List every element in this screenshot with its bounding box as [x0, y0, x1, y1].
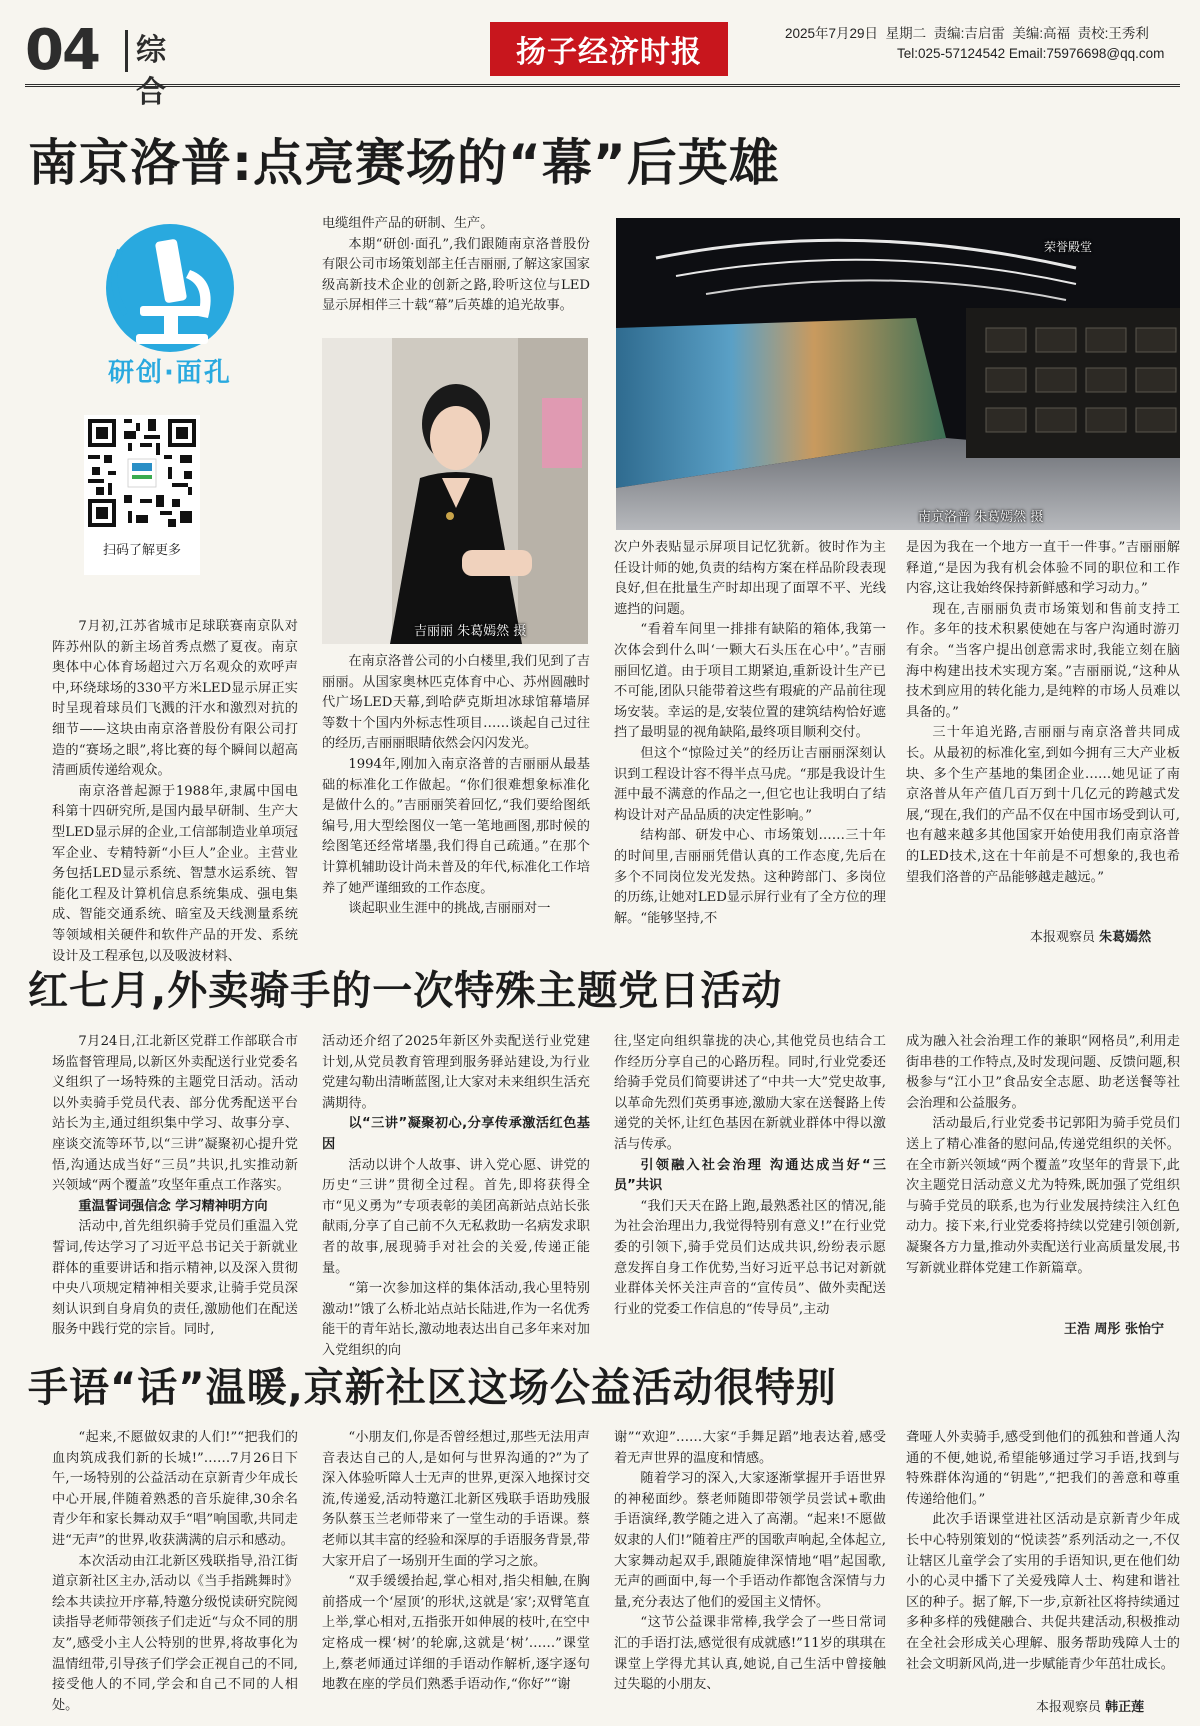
article3-headline: 手语“话”温暖,京新社区这场公益活动很特别	[28, 1365, 837, 1411]
paragraph: 成为融入社会治理工作的兼职“网格员”,利用走街串巷的工作特点,及时发现问题、反馈问题,积极参与“江小卫”食品安全志愿、助老送餐等社会治理和公益服务。	[906, 1034, 1180, 1111]
paragraph: 三十年追光路,吉丽丽与南京洛普共同成长。从最初的标准化室,到如今拥有三大产业板块、多个生产基地的集团企业……她见证了南京洛普从年产值几百万到十几亿元的跨越式发展,“现在,我们的产品不仅在中国市场受到认可,也有越来越多其他国家开始使用我们南京洛普的LED技术,这在十年前是不可想象的,我也希望我们洛普的产品能够越走越远。”	[906, 725, 1180, 885]
issue-meta	[785, 24, 1185, 64]
subheading: 以“三讲”凝聚初心,分享传承激活红色基因	[322, 1116, 590, 1152]
masthead-rule	[25, 84, 1180, 87]
article1-col2-top	[322, 214, 590, 332]
paragraph: “第一次参加这样的集体活动,我心里特别激动!”饿了么桥北站点站长陆进,作为一名优秀能干的青年站长,激动地表达出自己多年来对加入党组织的向	[322, 1281, 590, 1358]
paragraph: “双手缓缓抬起,掌心相对,指尖相触,在胸前搭成一个‘屋顶’的形状,这就是‘家’;双臂笔直上举,掌心相对,五指张开如伸展的枝叶,在空中定格成一棵‘树’的轮廓,这就是‘树’……”课堂上,蔡老师通过详细的手语动作解析,逐字逐句地教在座的学员们熟悉手语动作,“你好”“谢	[322, 1574, 590, 1693]
paragraph: 本期“研创·面孔”,我们跟随南京洛普股份有限公司市场策划部主任吉丽丽,了解这家国家级高新技术企业的创新之路,聆听这位与LED显示屏相伴三十载“幕”后英雄的追光故事。	[322, 236, 590, 314]
article1-byline	[1030, 926, 1151, 945]
byline-name: 朱葛嫣然	[1099, 930, 1152, 945]
qr-block	[84, 415, 200, 575]
article1-col2-bottom	[322, 652, 590, 944]
paragraph: 电缆组件产品的研制、生产。	[322, 216, 494, 231]
issue-weekday: 星期二	[885, 26, 927, 41]
newspaper-logo: 扬子经济时报	[490, 22, 728, 76]
paragraph: “看着车间里一排排有缺陷的箱体,我第一次体会到什么叫‘一颗大石头压在心中’。”吉丽丽回忆道。由于项目工期紧迫,重新设计生产已不可能,团队只能带着这些有瑕疵的产品前往现场安装。幸运的是,安装位置的建筑结构恰好遮挡了最明显的视角缺陷,最终项目顺利交付。	[614, 622, 886, 741]
paragraph: 谢”“欢迎”……大家“手舞足蹈”地表达着,感受着无声世界的温度和情感。	[614, 1430, 886, 1466]
section-name: 综合	[125, 30, 185, 72]
portrait-photo	[322, 338, 588, 644]
art-editor: 美编:高福	[1012, 26, 1071, 41]
article3-col2	[322, 1428, 590, 1718]
qr-code-icon[interactable]	[84, 415, 200, 531]
paragraph: 随着学习的深入,大家逐渐掌握开手语世界的神秘面纱。蔡老师随即带领学员尝试+歌曲手语演绎,教学随之进入了高潮。“起来!不愿做奴隶的人们!”随着庄严的国歌声响起,全体起立,大家舞动起双手,跟随旋律深情地“唱”起国歌,无声的画面中,每一个手语动作都饱含深情与力量,充分表达了他们的爱国主义情怀。	[614, 1471, 886, 1610]
paragraph: 活动中,首先组织骑手党员们重温入党誓词,传达学习了习近平总书记关于新就业群体的重要讲话和指示精神,以及深入贯彻中央八项规定精神相关要求,让骑手党员深刻认识到自身肩负的责任,激励他们在配送服务中践行党的宗旨。同时,	[52, 1219, 298, 1338]
subheading: 引领融入社会治理 沟通达成当好“三员”共识	[614, 1157, 886, 1194]
paragraph: 1994年,刚加入南京洛普的吉丽丽从最基础的标准化工作做起。“你们很难想象标准化是做什么的。”吉丽丽笑着回忆,“我们要给图纸编号,用大型绘图仪一笔一笔地画图,那时候的绘图笔还经常堵墨,我们得自己疏通。”在那个计算机辅助设计尚未普及的年代,标准化工作培养了她严谨细致的工作态度。	[322, 756, 590, 896]
article1-col1	[52, 617, 298, 964]
paragraph: 活动以讲个人故事、讲入党心愿、讲党的历史“三讲”贯彻全过程。首先,即将获得全市“见义勇为”专项表彰的美团高新站点站长张献雨,分享了自己前不久无私救助一名病发求职者的故事,展现骑手对社会的关爱,传递正能量。	[322, 1157, 590, 1276]
article2-col3	[614, 1032, 886, 1340]
qr-caption: 扫码了解更多	[102, 543, 181, 558]
article2-col4	[906, 1032, 1180, 1314]
paragraph: 次户外表贴显示屏项目记忆犹新。彼时作为主任设计师的她,负责的结构方案在样品阶段表现良好,但在批量生产时却出现了面罩不平、光线遮挡的问题。	[614, 540, 886, 617]
paragraph: 此次手语课堂进社区活动是京新青少年成长中心特别策划的“悦读荟”系列活动之一,不仅让辖区儿童学会了实用的手语知识,更在他们幼小的心灵中播下了关爱残障人士、构建和谐社区的种子。据了解,下一步,京新社区将持续通过多种多样的残健融合、共促共建活动,积极推动在全社会形成关心理解、服务帮助残障人士的社会文明新风尚,进一步赋能青少年茁壮成长。	[906, 1512, 1180, 1672]
exhibition-hall-photo	[616, 218, 1180, 530]
article2-headline: 红七月,外卖骑手的一次特殊主题党日活动	[28, 968, 783, 1014]
article3-byline	[1036, 1696, 1144, 1715]
proofreader: 责校:王秀利	[1077, 26, 1149, 41]
rubric-label: 研创·面孔	[108, 358, 232, 388]
page-number: 04	[25, 18, 99, 83]
paragraph: 在南京洛普公司的小白楼里,我们见到了吉丽丽。从国家奥林匹克体育中心、苏州圆融时代广场LED天幕,到哈萨克斯坦冰球馆幕墙屏等数十个国内外标志性项目……谈起自己过往的经历,吉丽丽眼睛依然会闪闪发光。	[322, 654, 590, 752]
paragraph: 活动最后,行业党委书记郭阳为骑手党员们送上了精心准备的慰问品,传递党组织的关怀。在全市新兴领域“两个覆盖”攻坚年的背景下,此次主题党日活动意义尤为特殊,既加强了党组织与骑手党员的联系,也为行业发展持续注入红色动力。接下来,行业党委将持续以党建引领创新,凝聚各方力量,推动外卖配送行业高质量发展,书写新就业群体党建工作新篇章。	[906, 1116, 1180, 1276]
paragraph: 本次活动由江北新区残联指导,沿江街道京新社区主办,活动以《当手指跳舞时》绘本共读拉开序幕,特邀分级悦读研究院阅读指导老师带领孩子们走近“与众不同的朋友”,感受小主人公特别的世界,将故事化为温情纽带,引导孩子们学会正视自己的不同,接受他人的不同,学会和自己不同的人相处。	[52, 1553, 298, 1713]
portrait-illustration	[322, 338, 588, 644]
article3-col3	[614, 1428, 886, 1718]
paragraph: 7月初,江苏省城市足球联赛南京队对阵苏州队的新主场首秀点燃了夏夜。南京奥体中心体育场超过六万名观众的欢呼声中,环绕球场的330平方米LED显示屏正实时呈现着球员们飞溅的汗水和激烈对抗的细节——这块由南京洛普股份有限公司打造的“赛场之眼”,将比赛的每个瞬间以超高清画质传递给观众。	[52, 619, 298, 779]
paragraph: 往,坚定向组织靠拢的决心,其他党员也结合工作经历分享自己的心路历程。同时,行业党委还给骑手党员们简要讲述了“中共一大”党史故事,以革命先烈们英勇事迹,激励大家在送餐路上传递党的关怀,让红色基因在新就业群体中得以激活与传承。	[614, 1034, 886, 1152]
article2-byline: 王浩 周彤 张怡宁	[1064, 1322, 1165, 1337]
paragraph: 谈起职业生涯中的挑战,吉丽丽对一	[348, 901, 551, 917]
paragraph: 南京洛普起源于1988年,隶属中国电科第十四研究所,是国内最早研制、生产大型LED显示屏的企业,工信部制造业单项冠军企业、专精特新“小巨人”企业。主营业务包括LED显示系统、智慧水运系统、智能化工程及计算机信息系统集成、强电集成、智能交通系统、暗室及天线测量系统等领域相关硬件和软件产品的开发、系统设计及工程承包,以及吸波材料、	[52, 783, 298, 964]
paragraph: “这节公益课非常棒,我学会了一些日常词汇的手语打法,感觉很有成就感!”11岁的琪琪在课堂上学得尤其认真,她说,自己生活中曾接触过失聪的小朋友、	[614, 1615, 886, 1693]
byline-prefix: 本报观察员	[1036, 1700, 1102, 1715]
paragraph: 聋哑人外卖骑手,感受到他们的孤独和普通人沟通的不便,她说,希望能够通过学习手语,找到与特殊群体沟通的“钥匙”,“把我们的善意和尊重传递给他们。”	[906, 1430, 1180, 1507]
byline-name: 韩正莲	[1105, 1700, 1145, 1715]
byline-prefix: 本报观察员	[1030, 930, 1096, 945]
paragraph: “起来,不愿做奴隶的人们!”“把我们的血肉筑成我们新的长城!”……7月26日下午,一场特别的公益活动在京新青少年成长中心开展,伴随着熟悉的音乐旋律,30余名青少年和家长舞动双手“唱”响国歌,共同走进“无声”的世界,收获满满的启示和感动。	[52, 1430, 298, 1548]
article1-col3	[614, 538, 886, 943]
article3-col1	[52, 1428, 298, 1718]
hall-illustration	[616, 218, 1180, 530]
paragraph: 是因为我在一个地方一直干一件事。”吉丽丽解释道,“是因为我有机会体验不同的职位和工作内容,这让我始终保持新鲜感和学习动力。”	[906, 540, 1180, 597]
issue-date: 2025年7月29日	[785, 26, 879, 41]
paragraph: 7月24日,江北新区党群工作部联合市场监督管理局,以新区外卖配送行业党委名义组织了一场特殊的主题党日活动。活动以外卖骑手党员代表、部分优秀配送平台站长为主,通过组织集中学习、故事分享、座谈交流等环节,以“三讲”凝聚初心提升党悟,沟通达成当好“三员”共识,扎实推动新兴领域“两个覆盖”攻坚年重点工作落实。	[52, 1034, 298, 1194]
article1-headline: 南京洛普:点亮赛场的“幕”后英雄	[28, 134, 780, 192]
article2-col1	[52, 1032, 298, 1340]
paragraph: 结构部、研发中心、市场策划……三十年的时间里,吉丽丽凭借认真的工作态度,先后在多个不同岗位发光发热。这种跨部门、多岗位的历练,让她对LED显示屏行业有了全方位的理解。“能够坚持,不	[614, 828, 886, 926]
hall-caption: 南京洛普 朱葛嫣然 摄	[918, 510, 1044, 525]
paragraph: 现在,吉丽丽负责市场策划和售前支持工作。多年的技术积累使她在与客户沟通时游刃有余。“当客户提出创意需求时,我能立刻在脑海中构建出技术实现方案。”吉丽丽说,“这种从技术到应用的转化能力,是纯粹的市场人员难以具备的。”	[906, 601, 1180, 720]
article1-col4	[906, 538, 1180, 918]
paragraph: “我们天天在路上跑,最熟悉社区的情况,能为社会治理出力,我觉得特别有意义!”在行业党委的引领下,骑手党员们达成共识,纷纷表示愿意发挥自身工作优势,当好习近平总书记对新就业群体关怀关注声音的“宣传员”、做外卖配送行业的党委工作信息的“传导员”,主动	[614, 1198, 886, 1317]
editor: 责编:吉启雷	[933, 26, 1005, 41]
article3-col4	[906, 1428, 1180, 1690]
paragraph: “小朋友们,你是否曾经想过,那些无法用声音表达自己的人,是如何与世界沟通的?”为了深入体验听障人士无声的世界,更深入地探讨交流,传递爱,活动特邀江北新区残联手语助残服务队蔡玉兰老师带来了一堂生动的手语课。蔡老师以其丰富的经验和深厚的手语服务背景,带大家开启了一场别开生面的学习之旅。	[322, 1430, 590, 1569]
contact-line: Tel:025-57124542 Email:75976698@qq.com	[897, 46, 1165, 61]
subheading: 重温誓词强信念 学习精神明方向	[78, 1198, 268, 1214]
paragraph: 但这个“惊险过关”的经历让吉丽丽深刻认识到工程设计容不得半点马虎。“那是我设计生涯中最不满意的作品之一,但它也让我明白了结构设计对产品品质的决定性影响。”	[614, 745, 886, 823]
masthead	[25, 18, 1180, 110]
article2-col2	[322, 1032, 590, 1358]
paragraph: 活动还介绍了2025年新区外卖配送行业党建计划,从党员教育管理到服务驿站建设,为行业党建勾勒出清晰蓝图,让大家对未来组织生活充满期待。	[322, 1034, 590, 1111]
hall-sign: 荣誉殿堂	[1044, 240, 1093, 254]
portrait-caption: 吉丽丽 朱葛嫣然 摄	[414, 624, 527, 639]
